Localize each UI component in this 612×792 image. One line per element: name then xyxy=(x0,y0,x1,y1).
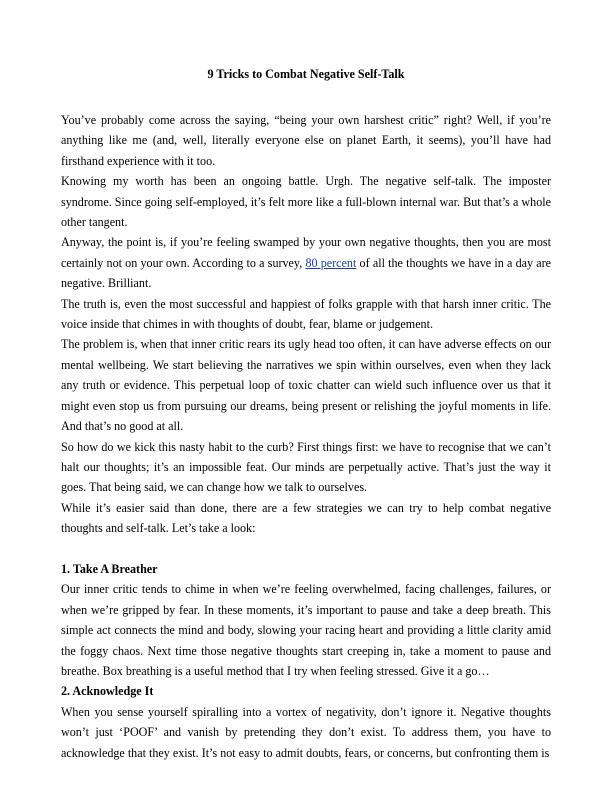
paragraph-text: of all the thoughts we have in a day are negative. Brilliant. xyxy=(61,255,552,291)
section-body-1: Our inner critic tends to chime in when we’re feeling overwhelmed, facing challenges, failures, or when we’re gripped by fear. In these moments, it’s important to pause and take a deep breath. This simple act connects the mind and body, slowing your racing heart and providing a little clarity amid the foggy chaos. Next time those negative thoughts start creeping in, take a moment to pause and breathe. Box breathing is a useful method that I try when feeling stressed. Give it a go… xyxy=(61,582,551,678)
section-heading-1: 1. Take A Breather xyxy=(61,561,158,576)
intro-paragraph-3 xyxy=(61,232,551,293)
intro-paragraph-7: While it’s easier said than done, there are a few strategies we can try to help combat negative thoughts and self-talk. Let’s take a look: xyxy=(61,500,551,536)
section-body-2: When you sense yourself spiralling into a vortex of negativity, don’t ignore it. Negative thoughts won’t just ‘POOF’ and vanish by pretending they don’t exist. To address them, you have to acknowledge that they exist. It’s not easy to admit doubts, fears, or concerns, but confronting them is xyxy=(61,704,551,760)
intro-paragraph-6: So how do we kick this nasty habit to the curb? First things first: we have to recognise that we can’t halt our thoughts; it’s an impossible feat. Our minds are perpetually active. That’s just the way it goes. That being said, we can change how we talk to ourselves. xyxy=(61,439,551,495)
section-heading-2: 2. Acknowledge It xyxy=(61,684,154,699)
document-title: 9 Tricks to Combat Negative Self-Talk xyxy=(207,67,405,81)
intro-paragraph-4: The truth is, even the most successful and happiest of folks grapple with that harsh inner critic. The voice inside that chimes in with thoughts of doubt, fear, blame or judgement. xyxy=(61,296,551,332)
intro-paragraph-1: You’ve probably come across the saying, “being your own harshest critic” right? Well, if you’re anything like me (and, well, literally everyone else on planet Earth, it seems), you’ll have had firsthand experience with it too. xyxy=(61,113,551,168)
paragraph-text: Anyway, the point is, if you’re feeling swamped by your own negative thoughts, then you are most certainly not on your own. According to a survey, xyxy=(61,235,551,270)
section-spacer xyxy=(61,539,551,559)
survey-link[interactable]: 80 percent xyxy=(305,255,357,270)
document-page xyxy=(61,66,551,763)
intro-paragraph-5: The problem is, when that inner critic rears its ugly head too often, it can have adverse effects on our mental wellbeing. We start believing the narratives we spin within ourselves, even when they lack any truth or evidence. This perpetual loop of toxic chatter can wield such influence over us that it might even stop us from pursuing our dreams, being present or relishing the joyful moments in life. And that’s no good at all. xyxy=(61,337,551,434)
intro-paragraph-2: Knowing my worth has been an ongoing battle. Urgh. The negative self-talk. The imposter syndrome. Since going self-employed, it’s felt more like a full-blown internal war. But that’s a whole other tangent. xyxy=(61,174,551,230)
